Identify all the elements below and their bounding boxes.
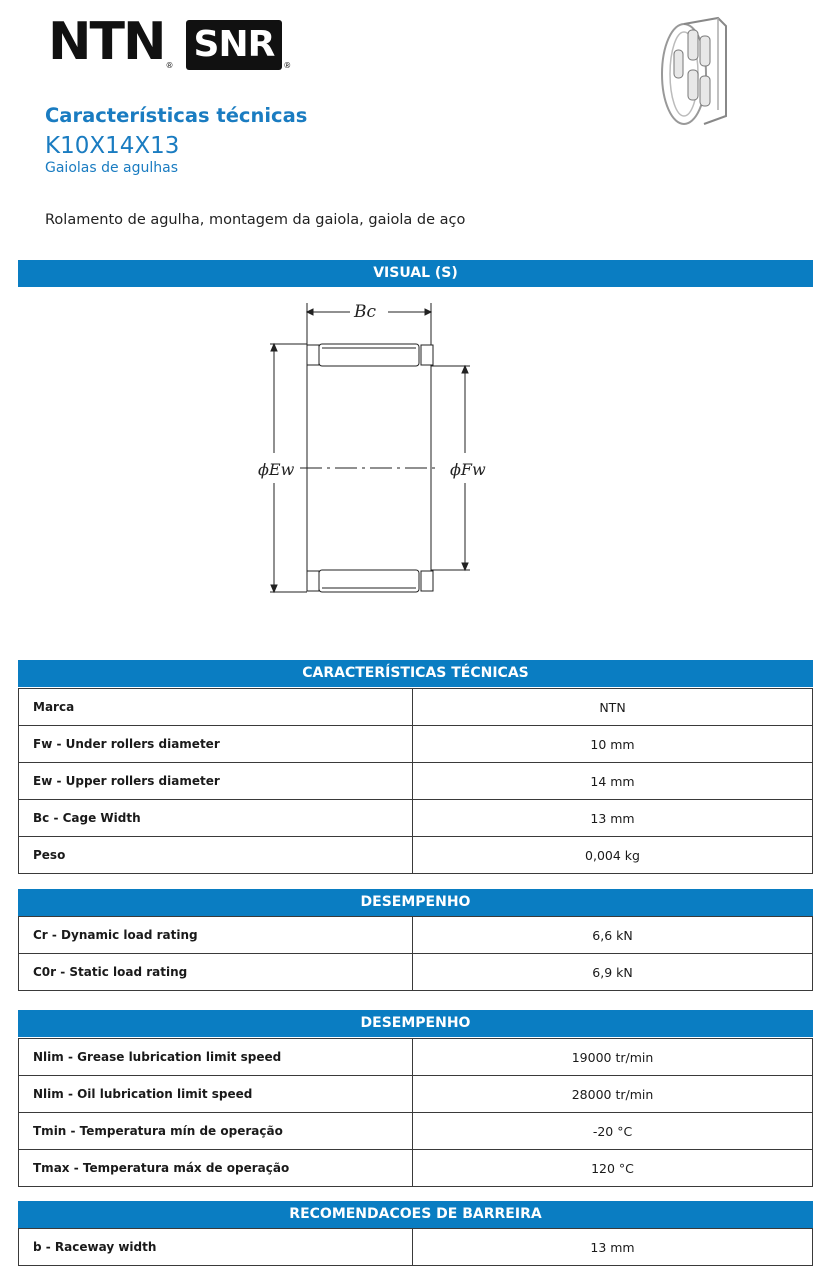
page-title: Características técnicas <box>45 104 308 127</box>
performance-table <box>18 916 813 991</box>
ew-label: ϕEw <box>258 460 295 479</box>
table-row <box>19 1229 813 1266</box>
row-value: 6,6 kN <box>413 917 813 954</box>
row-value: NTN <box>413 689 813 726</box>
row-value: 0,004 kg <box>413 837 813 874</box>
row-label: Cr - Dynamic load rating <box>19 917 413 954</box>
table-row <box>19 954 813 991</box>
ntn-logo: NTN® <box>48 12 174 72</box>
section-header-performance: DESEMPENHO <box>18 889 813 916</box>
row-value: 13 mm <box>413 800 813 837</box>
row-value: 14 mm <box>413 763 813 800</box>
product-family: Gaiolas de agulhas <box>45 160 179 176</box>
row-value: -20 °C <box>413 1113 813 1150</box>
needle-cage-product-image <box>648 12 732 128</box>
visual-section-header: VISUAL (S) <box>18 260 813 287</box>
row-value: 13 mm <box>413 1229 813 1266</box>
table-row <box>19 1150 813 1187</box>
row-value: 10 mm <box>413 726 813 763</box>
speed-table <box>18 1038 813 1187</box>
section-header-barrier: RECOMENDACOES DE BARREIRA <box>18 1201 813 1228</box>
table-row <box>19 917 813 954</box>
table-row <box>19 800 813 837</box>
table-row <box>19 1113 813 1150</box>
row-value: 120 °C <box>413 1150 813 1187</box>
bc-label: Bc <box>354 302 377 322</box>
table-row <box>19 1039 813 1076</box>
barrier-table <box>18 1228 813 1266</box>
row-label: Tmax - Temperatura máx de operação <box>19 1150 413 1187</box>
bearing-section-drawing <box>250 298 500 604</box>
row-label: Peso <box>19 837 413 874</box>
row-value: 6,9 kN <box>413 954 813 991</box>
table-row <box>19 837 813 874</box>
product-model: K10X14X13 <box>45 133 180 159</box>
section-header-technical: CARACTERÍSTICAS TÉCNICAS <box>18 660 813 687</box>
row-value: 19000 tr/min <box>413 1039 813 1076</box>
row-label: Bc - Cage Width <box>19 800 413 837</box>
table-row <box>19 689 813 726</box>
row-label: b - Raceway width <box>19 1229 413 1266</box>
product-description: Rolamento de agulha, montagem da gaiola, gaiola de aço <box>45 212 466 228</box>
row-label: Ew - Upper rollers diameter <box>19 763 413 800</box>
brand-logos <box>48 14 291 70</box>
technical-table <box>18 688 813 874</box>
row-label: Nlim - Oil lubrication limit speed <box>19 1076 413 1113</box>
row-label: Marca <box>19 689 413 726</box>
row-value: 28000 tr/min <box>413 1076 813 1113</box>
row-label: Fw - Under rollers diameter <box>19 726 413 763</box>
snr-logo: SNR ® <box>186 20 292 70</box>
table-row <box>19 1076 813 1113</box>
section-header-performance-speed: DESEMPENHO <box>18 1010 813 1037</box>
row-label: Tmin - Temperatura mín de operação <box>19 1113 413 1150</box>
table-row <box>19 726 813 763</box>
table-row <box>19 763 813 800</box>
fw-label: ϕFw <box>450 460 486 479</box>
row-label: C0r - Static load rating <box>19 954 413 991</box>
row-label: Nlim - Grease lubrication limit speed <box>19 1039 413 1076</box>
